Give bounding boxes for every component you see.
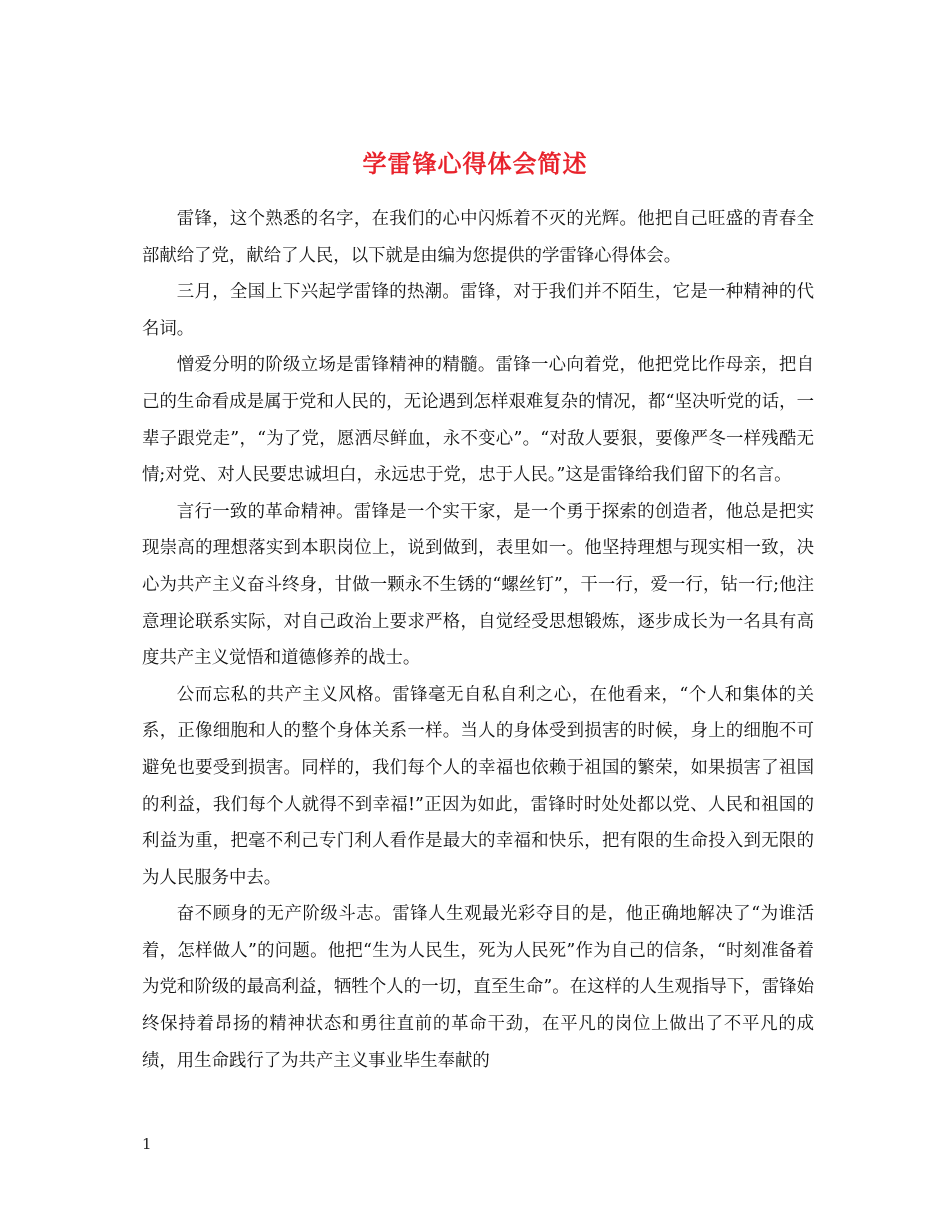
paragraph-selflessness: 公而忘私的共产主义风格。雷锋毫无自私自利之心，在他看来，“个人和集体的关系，正像细胞和人的整个身体关系一样。当人的身体受到损害的时候，身上的细胞不可避免也要受到损害。同样的，我们每个人的幸福也依赖于祖国的繁荣，如果损害了祖国的利益，我们每个人就得不到幸福!”正因为如此，雷锋时时处处都以党、人民和祖国的利益为重，把毫不利己专门利人看作是最大的幸福和快乐，把有限的生命投入到无限的为人民服务中去。 [142, 684, 814, 888]
paragraph-class-stand: 憎爱分明的阶级立场是雷锋精神的精髓。雷锋一心向着党，他把党比作母亲，把自己的生命看成是属于党和人民的，无论遇到怎样艰难复杂的情况，都“坚决听党的话，一辈子跟党走”，“为了党，愿洒尽鲜血，永不变心”。“对敌人要狠，要像严冬一样残酷无情;对党、对人民要忠诚坦白，永远忠于党，忠于人民。”这是雷锋给我们留下的名言。 [142, 355, 814, 486]
document-body [142, 201, 814, 1079]
paragraph-intro: 雷锋，这个熟悉的名字，在我们的心中闪烁着不灭的光辉。他把自己旺盛的青春全部献给了党，献给了人民，以下就是由编为您提供的学雷锋心得体会。 [142, 209, 814, 266]
document-title: 学雷锋心得体会简述 [362, 149, 588, 179]
paragraph-fighting-spirit: 奋不顾身的无产阶级斗志。雷锋人生观最光彩夺目的是，他正确地解决了“为谁活着，怎样做人”的问题。他把“生为人民生，死为人民死”作为自己的信条，“时刻准备着为党和阶级的最高利益，牺牲个人的一切，直至生命”。在这样的人生观指导下，雷锋始终保持着昂扬的精神状态和勇往直前的革命干劲，在平凡的岗位上做出了不平凡的成绩，用生命践行了为共产主义事业毕生奉献的 [142, 904, 814, 1071]
paragraph-march: 三月，全国上下兴起学雷锋的热潮。雷锋，对于我们并不陌生，它是一种精神的代名词。 [142, 282, 814, 339]
paragraph-consistency: 言行一致的革命精神。雷锋是一个实干家，是一个勇于探索的创造者，他总是把实现崇高的理想落实到本职岗位上，说到做到，表里如一。他坚持理想与现实相一致，决心为共产主义奋斗终身，甘做一颗永不生锈的“螺丝钉”，干一行，爱一行，钻一行;他注意理论联系实际，对自己政治上要求严格，自觉经受思想锻炼，逐步成长为一名具有高度共产主义觉悟和道德修养的战士。 [142, 501, 814, 669]
page-number: 1 [142, 1135, 152, 1153]
